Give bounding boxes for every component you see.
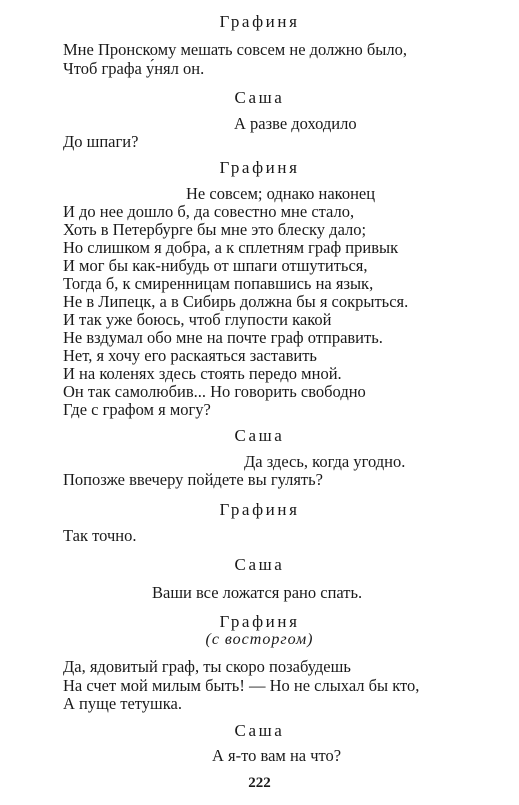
- speaker-name: Саша: [234, 88, 285, 107]
- verse-line: И до нее дошло б, да совестно мне стало,: [63, 202, 355, 221]
- verse-line: А я-то вам на что?: [212, 746, 342, 765]
- verse-line: Он так самолюбив... Но говорить свободно: [63, 382, 366, 401]
- speaker-name: Саша: [234, 721, 285, 740]
- verse-line: Чтоб графа у́нял он.: [63, 59, 205, 78]
- verse-line: Мне Пронскому мешать совсем не должно было,: [63, 40, 407, 59]
- speaker-name: Графиня: [219, 500, 300, 519]
- verse-line: А пуще тетушка.: [63, 694, 182, 713]
- verse-line: Не совсем; однако наконец: [186, 184, 376, 203]
- verse-line: До шпаги?: [63, 132, 139, 151]
- verse-line: А разве доходило: [234, 114, 357, 133]
- speaker-name: Графиня: [219, 12, 300, 31]
- verse-line: На счет мой милым быть! — Но не слыхал бы кто,: [63, 676, 420, 695]
- verse-line: Хоть в Петербурге бы мне это блеску дало;: [63, 220, 367, 239]
- verse-line: И так уже боюсь, чтоб глупости какой: [63, 310, 332, 329]
- verse-line: Да, ядовитый граф, ты скоро позабудешь: [63, 657, 351, 676]
- verse-line: Нет, я хочу его раскаяться заставить: [63, 346, 317, 365]
- speaker-name: Саша: [234, 426, 285, 445]
- verse-line: И мог бы как-нибудь от шпаги отшутиться,: [63, 256, 368, 275]
- verse-line: Не вздумал обо мне на почте граф отправить.: [63, 328, 383, 347]
- page-number: 222: [248, 775, 271, 791]
- speaker-name: Саша: [234, 555, 285, 574]
- verse-line: Ваши все ложатся рано спать.: [152, 583, 363, 602]
- stage-direction: (с восторгом): [205, 631, 314, 648]
- speaker-name: Графиня: [219, 158, 300, 177]
- verse-line: Тогда б, к смиренницам попавшись на язык,: [63, 274, 374, 293]
- speaker-name: Графиня: [219, 612, 300, 631]
- verse-line: Не в Липецк, а в Сибирь должна бы я сокрыться.: [63, 292, 409, 311]
- verse-line: Попозже ввечеру пойдете вы гулять?: [63, 470, 323, 489]
- verse-line: И на коленях здесь стоять передо мной.: [63, 364, 342, 383]
- verse-line: Где с графом я могу?: [63, 400, 211, 419]
- verse-line: Но слишком я добра, а к сплетням граф привык: [63, 238, 399, 257]
- verse-line: Так точно.: [63, 526, 137, 545]
- verse-line: Да здесь, когда угодно.: [244, 452, 406, 471]
